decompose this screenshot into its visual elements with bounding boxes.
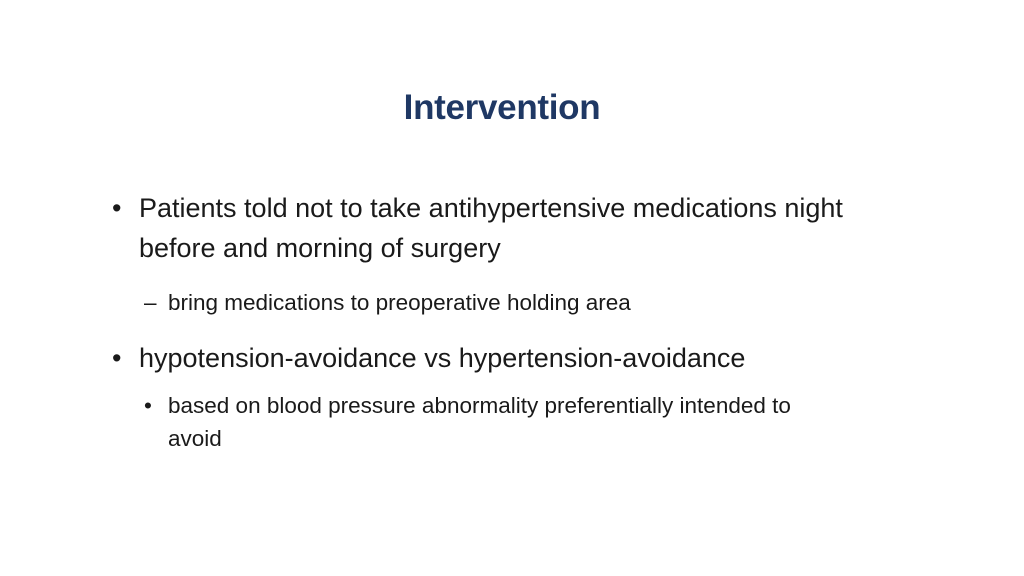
sub-bullet-item-1: [144, 286, 844, 319]
bullet-item-1: [112, 188, 902, 268]
sub-bullet-text: based on blood pressure abnormality preferentially intended to avoid: [168, 393, 791, 451]
bullet-marker: •: [112, 193, 122, 223]
bullet-item-2: [112, 338, 902, 378]
sub-bullet-item-2: [144, 389, 804, 455]
sub-bullet-text: bring medications to preoperative holding area: [168, 290, 631, 315]
bullet-marker: •: [144, 393, 152, 418]
bullet-text: Patients told not to take antihypertensive medications night before and morning of surgery: [139, 193, 843, 263]
bullet-text: hypotension-avoidance vs hypertension-avoidance: [139, 343, 746, 373]
bullet-marker: •: [112, 343, 122, 373]
slide-title: Intervention: [403, 88, 601, 127]
dash-marker: –: [144, 290, 157, 315]
